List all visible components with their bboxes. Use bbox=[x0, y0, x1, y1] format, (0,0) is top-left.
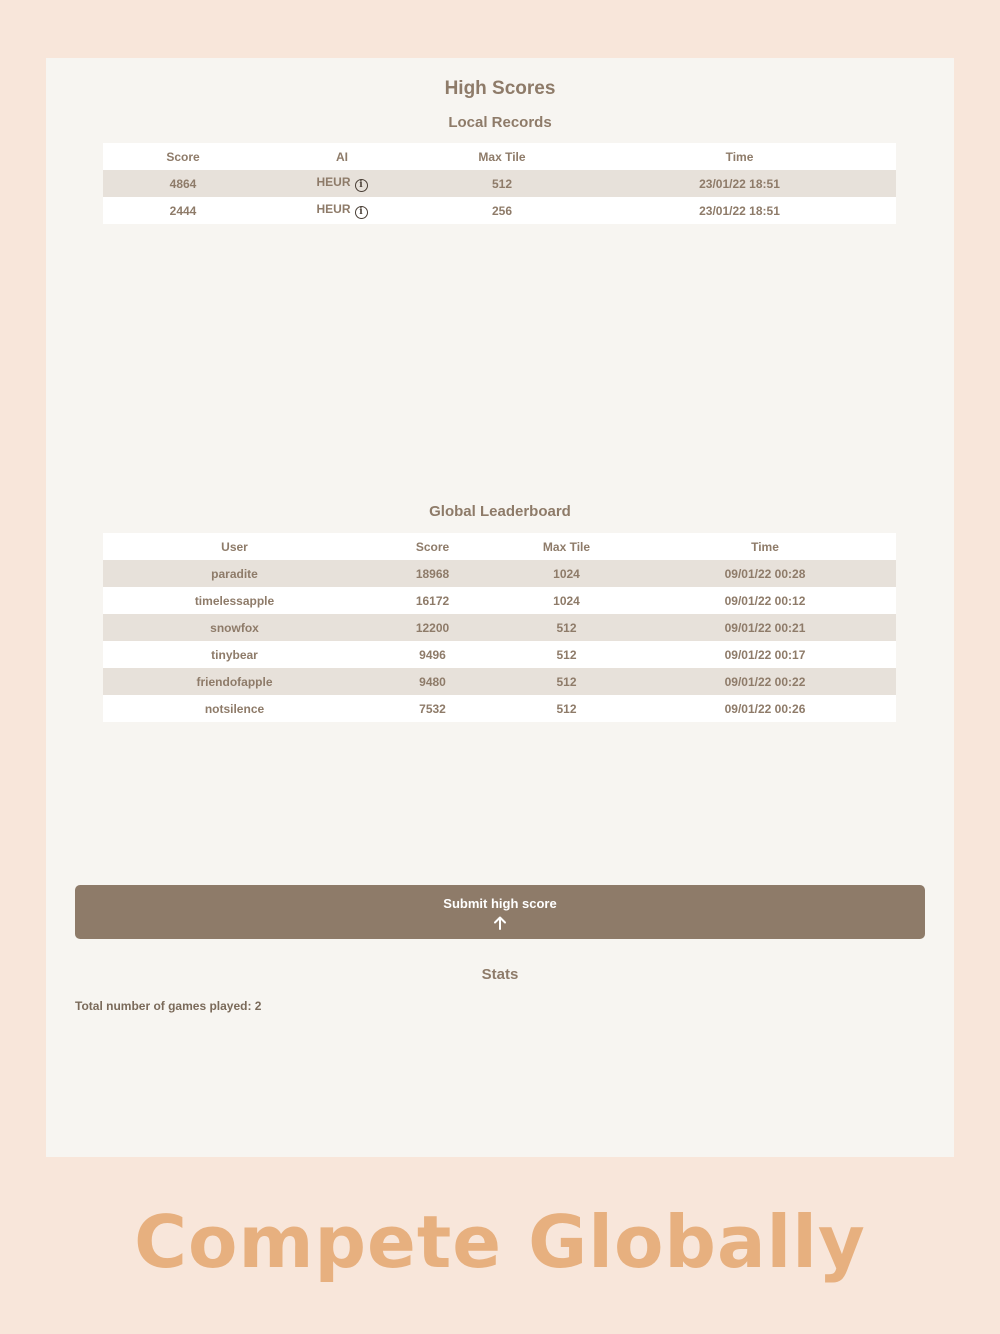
user-cell: tinybear bbox=[211, 647, 258, 662]
score-cell: 9496 bbox=[419, 647, 446, 662]
ai-cell bbox=[263, 170, 421, 197]
max-tile-cell: 512 bbox=[556, 674, 577, 689]
total-games-played: Total number of games played: 2 bbox=[75, 999, 262, 1013]
ai-cell bbox=[263, 197, 421, 224]
info-circle-icon[interactable]: i bbox=[355, 179, 368, 192]
user-cell: friendofapple bbox=[196, 674, 273, 689]
global-leaderboard-table bbox=[103, 533, 896, 722]
table-row bbox=[103, 614, 896, 641]
arrow-up-icon bbox=[493, 916, 507, 930]
time-cell: 09/01/22 00:17 bbox=[724, 647, 806, 662]
score-cell: 12200 bbox=[415, 620, 450, 635]
table-row bbox=[103, 197, 896, 224]
column-header-user: User bbox=[221, 539, 248, 554]
column-header-max-tile: Max Tile bbox=[478, 149, 526, 164]
table-row bbox=[103, 641, 896, 668]
score-cell: 7532 bbox=[419, 701, 446, 716]
time-cell: 09/01/22 00:26 bbox=[724, 701, 806, 716]
table-row bbox=[103, 560, 896, 587]
table-row bbox=[103, 170, 896, 197]
max-tile-cell: 512 bbox=[491, 176, 513, 191]
max-tile-cell: 512 bbox=[556, 647, 577, 662]
submit-button-label: Submit high score bbox=[443, 895, 557, 911]
user-cell: timelessapple bbox=[194, 593, 275, 608]
table-header-row bbox=[103, 143, 896, 170]
time-cell: 23/01/22 18:51 bbox=[699, 176, 780, 191]
score-cell: 9480 bbox=[419, 674, 446, 689]
max-tile-cell: 512 bbox=[556, 701, 577, 716]
time-cell: 23/01/22 18:51 bbox=[699, 203, 780, 218]
score-cell: 18968 bbox=[415, 566, 450, 581]
column-header-time: Time bbox=[725, 149, 754, 164]
column-header-max-tile: Max Tile bbox=[542, 539, 591, 554]
tagline: Compete Globally bbox=[134, 1200, 866, 1284]
time-cell: 09/01/22 00:28 bbox=[724, 566, 806, 581]
score-cell: 16172 bbox=[415, 593, 450, 608]
table-row bbox=[103, 695, 896, 722]
global-leaderboard-title: Global Leaderboard bbox=[429, 503, 571, 520]
max-tile-cell: 1024 bbox=[553, 593, 580, 608]
time-cell: 09/01/22 00:12 bbox=[724, 593, 806, 608]
column-header-time: Time bbox=[751, 539, 779, 554]
info-circle-icon[interactable]: i bbox=[355, 206, 368, 219]
max-tile-cell: 256 bbox=[491, 203, 513, 218]
column-header-score: Score bbox=[166, 149, 200, 164]
ai-label: HEUR bbox=[316, 175, 351, 189]
user-cell: paradite bbox=[211, 566, 258, 581]
submit-high-score-button[interactable] bbox=[75, 885, 925, 939]
local-records-title: Local Records bbox=[448, 114, 552, 131]
local-records-table bbox=[103, 143, 896, 224]
time-cell: 09/01/22 00:21 bbox=[724, 620, 806, 635]
score-cell: 4864 bbox=[169, 176, 197, 191]
user-cell: snowfox bbox=[210, 620, 259, 635]
column-header-ai: AI bbox=[336, 149, 348, 164]
user-cell: notsilence bbox=[204, 701, 265, 716]
table-row bbox=[103, 668, 896, 695]
ai-label: HEUR bbox=[316, 202, 351, 216]
stats-title: Stats bbox=[481, 966, 519, 983]
column-header-score: Score bbox=[415, 539, 450, 554]
time-cell: 09/01/22 00:22 bbox=[724, 674, 806, 689]
max-tile-cell: 1024 bbox=[553, 566, 580, 581]
table-row bbox=[103, 587, 896, 614]
table-header-row bbox=[103, 533, 896, 560]
page-title: High Scores bbox=[444, 78, 556, 99]
score-cell: 2444 bbox=[169, 203, 197, 218]
high-scores-panel bbox=[46, 58, 954, 1157]
max-tile-cell: 512 bbox=[556, 620, 577, 635]
